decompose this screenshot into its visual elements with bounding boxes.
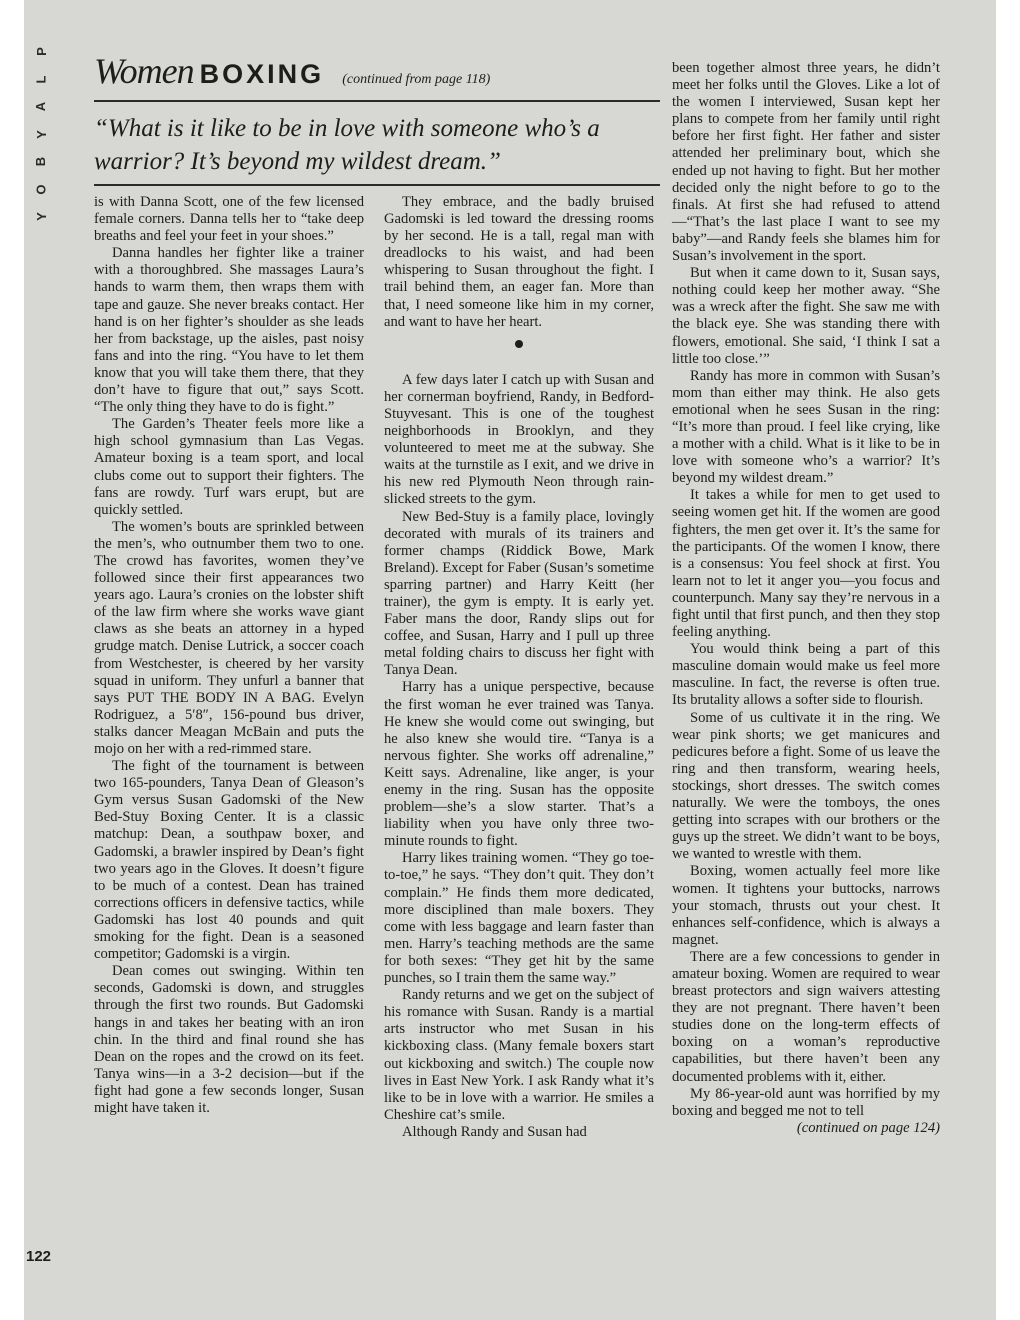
paragraph: It takes a while for men to get used to seeing women get hit. If the women are good fighters, the men get over it. It’s the same for the participants. Of the women I know, there is a consensus: You feel shock at first. You learn not to let it anger you—you focus and counterpunch. Many say they’re nervous in a fight until that first punch, and then they stop feeling anything.: [672, 487, 940, 641]
paragraph: Randy has more in common with Susan’s mom than either may think. He also gets emotional when he sees Susan in the ring: “It’s more than proud. I feel like crying, like a mother with a child. What is it like to be in love with someone who’s a warrior? It’s beyond my wildest dream.”: [672, 367, 940, 487]
paragraph: Harry likes training women. “They go toe-to-toe,” he says. “They don’t quit. They don’t complain.” He finds them more dedicated, more disciplined than male boxers. They come with less baggage and learn faster than men. Harry’s teaching methods are the same for both sexes: “They get hit by the same punches, so I train them the same way.”: [384, 850, 654, 987]
mag-letter: P: [33, 47, 49, 56]
paragraph: The Garden’s Theater feels more like a high school gymnasium than Las Vegas. Amateur boxing is a team sport, and local clubs come out to support their fighters. The fans are rowdy. Turf wars erupt, but are quickly settled.: [94, 416, 364, 518]
paragraph: There are a few concessions to gender in amateur boxing. Women are required to wear breast protectors and sign waivers attesting they are not pregnant. There haven’t been studies done on the long-term effects of boxing on a woman’s reproductive capabilities, but there haven’t been any documented problems with it, either.: [672, 948, 940, 1085]
mag-letter: A: [33, 101, 49, 112]
section-title: BOXING: [199, 59, 325, 89]
paragraph: Boxing, women actually feel more like women. It tightens your buttocks, narrows your stomach, thrusts out your chest. It enhances self-confidence, which is always a magnet.: [672, 863, 940, 948]
paragraph: They embrace, and the badly bruised Gadomski is led toward the dressing rooms by her second. He is a tall, regal man with dreadlocks to his waist, and had been whispering to Susan throughout the fight. I trail behind them, an eager fan. More than that, I need someone like him in my corner, and want to have her heart.: [384, 194, 654, 330]
quote-rule: [94, 184, 660, 186]
paragraph-text: The women’s bouts are sprinkled between the men’s, who outnumber them two to one. The crowd has favorites, women they’ve followed since their first appearances two years ago. Laura’s cronies on the lobster shift of the law firm where she works wave giant claws as she beats an attorney in a hyped grudge match. Denise Lutrick, a soccer coach from Westchester, is cheered by her varsity squad in uniform. They unfurl a banner that says: [94, 518, 364, 706]
paragraph: A few days later I catch up with Susan and her cornerman boyfriend, Randy, in Bedford-Stuyvesant. This is one of the toughest neighborhoods in Brooklyn, and they volunteered to meet me at the subway. She waits at the turnstile as I exit, and we drive in his new red Plymouth Neon through rain-slicked streets to the gym.: [384, 371, 654, 508]
magazine-name-vertical: [28, 44, 54, 224]
pull-quote: “What is it like to be in love with someone who’s a warrior? It’s beyond my wildest dream.”: [94, 115, 600, 175]
mag-letter: L: [33, 75, 49, 83]
paragraph: Harry has a unique perspective, because the first woman he ever trained was Tanya. He knew she would come out swinging, but he also knew she would tire. “Tanya is a nervous fighter. She works off adrenaline,” Keitt says. Adrenaline, like anger, is your enemy in the ring. Susan has the opposite problem—she’s a slow starter. That’s a liability when you have only three two-minute rounds to fight.: [384, 679, 654, 850]
continued-to: (continued on page 124): [796, 1119, 940, 1136]
mag-letter: O: [33, 183, 49, 195]
page-number: 122: [26, 1248, 52, 1265]
mag-letter: Y: [33, 212, 49, 221]
paragraph: is with Danna Scott, one of the few licensed female corners. Danna tells her to “take deep breaths and feel your feet in your shoes.”: [94, 194, 364, 245]
column-2: [384, 194, 654, 1141]
magazine-page: [24, 0, 996, 1320]
paragraph-text: Evelyn Rodriguez, a 5′8″, 156-pound bus driver, stalks dancer Meagan McBain and puts the mojo on her with a red-rimmed stare.: [94, 689, 364, 757]
header-rule: [94, 100, 660, 102]
paragraph: But when it came down to it, Susan says, nothing could keep her mother away. “She was a wreck after the fight. She saw me with the black eye. She was standing there with flowers, emotional. She said, ‘I think I sat a little too close.’”: [672, 265, 940, 367]
section-word: Women: [94, 51, 194, 91]
column-3: [672, 60, 940, 1137]
banner-text: PUT THE BODY IN A BAG.: [127, 689, 315, 706]
paragraph: New Bed-Stuy is a family place, lovingly decorated with murals of its trainers and former champs (Riddick Bowe, Mark Breland). Except for Faber (Susan’s sometime sparring partner) and Harry Keitt (her trainer), the gym is empty. It is early yet. Faber mans the door, Randy slips out for coffee, and Susan, Harry and I pull up three metal folding chairs to discuss her fight with Tanya Dean.: [384, 508, 654, 679]
column-1: [94, 194, 364, 1117]
paragraph: My 86-year-old aunt was horrified by my boxing and begged me not to tell: [672, 1085, 940, 1119]
paragraph: Some of us cultivate it in the ring. We wear pink shorts; we get manicures and pedicures before a fight. Some of us leave the ring and then transform, wearing heels, stockings, short dresses. The switch comes naturally. We were the tomboys, the ones getting into scrapes with our brothers or the guys up the street. We didn’t want to be boys, we wanted to wrestle with them.: [672, 709, 940, 863]
paragraph: Dean comes out swinging. Within ten seconds, Gadomski is down, and struggles through the first two rounds. But Gadomski hangs in and takes her beating with an iron chin. In the third and final round she has Dean on the ropes and the crowd on its feet. Tanya wins—in a 3-2 decision—but if the fight had gone a few seconds longer, Susan might have taken it.: [94, 963, 364, 1116]
continued-from: (continued from page 118): [342, 72, 491, 87]
paragraph: You would think being a part of this masculine domain would make us feel more masculine. In fact, the reverse is often true. Its brutality allows a softer side to flourish.: [672, 641, 940, 709]
paragraph: Although Randy and Susan had: [402, 1123, 587, 1140]
section-break-dot: [515, 340, 523, 348]
paragraph: The fight of the tournament is between two 165-pounders, Tanya Dean of Gleason’s Gym versus Susan Gadomski of the New Bed-Stuy Boxing Center. It is a classic matchup: Dean, a southpaw boxer, and Gadomski, a brawler inspired by Dean’s fight two years ago in the Gloves. It doesn’t figure to be much of a contest. Dean has trained corrections officers in defensive tactics, while Gadomski has lost 40 pounds and quit smoking for the fight. Dean is a seasoned competitor; Gadomski is a virgin.: [94, 758, 364, 963]
section-header: [94, 50, 664, 96]
mag-letter: Y: [33, 129, 49, 139]
paragraph: [94, 519, 364, 758]
paragraph: Danna handles her fighter like a trainer with a thoroughbred. She massages Laura’s hands to warm them, then wraps them with tape and gauze. She never breaks contact. Her hand is on her fighter’s shoulder as she leads her from backstage, up the aisles, past noisy fans and into the ring. “You have to let them know that you will take them there, that they don’t have to figure that out,” says Scott. “The only thing they have to do is fight.”: [94, 245, 364, 416]
mag-letter: B: [33, 156, 49, 167]
paragraph: Randy returns and we get on the subject of his romance with Susan. Randy is a martial arts instructor who met Susan in his kickboxing class. (Many female boxers start out kickboxing and switch.) The couple now lives in East New York. I ask Randy what it’s like to be in love with a warrior. He smiles a Cheshire cat’s smile.: [384, 987, 654, 1123]
paragraph: been together almost three years, he didn’t meet her folks until the Gloves. Like a lot of the women I interviewed, Susan kept her plans to compete from her family until right before her first fight. Her father and sister attended her preliminary bout, which she ended up not having to fight. But her mother decided only the night before to go to the finals. At first she had refused to attend—“That’s the last place I want to see my baby”—and Randy feels she blames him for Susan’s involvement in the sport.: [672, 60, 940, 265]
